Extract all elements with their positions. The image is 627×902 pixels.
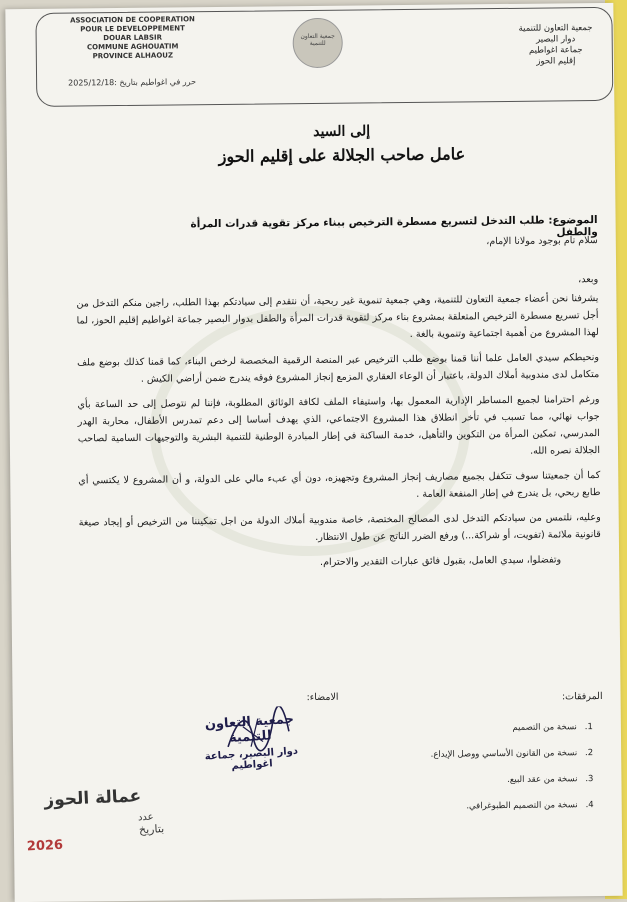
letter-page [5, 3, 622, 902]
association-logo [292, 18, 343, 69]
letter-date: حرر في اغواطيم بتاريخ :2025/12/18 [68, 77, 197, 88]
receipt-stamp-title: عمالة الحوز [43, 786, 142, 811]
recipient-line-1: إلى السيد [313, 123, 371, 140]
letter-subject: الموضوع: طلب التدخل لتسريع مسطرة الترخيص ببناء مركز تقوية قدرات المرأة والطفل [190, 214, 598, 239]
arabic-org-line: جماعة اغواطيم [528, 45, 583, 56]
arabic-org-line: إقليم الحوز [536, 56, 576, 67]
salutation: سلام تام بوجود مولانا الإمام، [486, 235, 598, 248]
receipt-stamp [12, 785, 175, 862]
body-paragraph: يشرفنا نحن أعضاء جمعية التعاون للتنمية، وهي جمعية تنموية غير ربحية، أن نتقدم إلى سيادتكم بهذا الطلب، راجين منكم التدخل من أجل تسريع مسطرة الترخيص المتعلقة بمشروع بناء مركز لتقوية قدرات المرأة والطفل بدوار البصير جماعة اغواطيم إقليم الحوز، لما لهذا المشروع من أهمية اجتماعية وتنموية بالغة . [76, 293, 599, 340]
logo-text: جمعية التعاون للتنمية [300, 32, 335, 48]
french-org-line: POUR LE DEVELOPPEMENT [80, 24, 185, 34]
french-org-block [57, 15, 207, 62]
attachment-item: 3.نسخة من عقد البيع. [507, 774, 594, 785]
letter-body [76, 271, 601, 581]
attachment-item: 2.نسخة من القانون الأساسي ووصل الإيداع. [430, 748, 594, 760]
handwritten-signature [223, 706, 294, 757]
body-paragraph: ونحيطكم سيدي العامل علما أننا قمنا بوضع طلب الترخيص عبر المنصة الرقمية المخصصة لرخص البناء، كما قمنا كذلك بوضع ملف متكامل لدى مندوبية أملاك الدولة، باعتبار أن الوعاء العقاري المزمع إنجاز المشروع فوقه يندرج ضمن أراضي الكيش . [76, 352, 600, 385]
arabic-org-line: جمعية التعاون للتنمية [518, 23, 593, 34]
body-paragraph: كما أن جمعيتنا سوف تتكفل بجميع مصاريف إنجاز المشروع وتجهيزه، دون أي عبء مالي على الدولة، و أن المشروع لا يكتسي أي طابع ربحي، بل يندرج في إطار المنفعة العامة . [78, 470, 601, 500]
body-paragraph: وعليه، نلتمس من سيادتكم التدخل لدى المصالح المختصة، خاصة مندوبية أملاك الدولة من اجل تمكيننا من الترخيص أو إيجاد صيغة قانونية ملائمة (تفويت، أو شراكة...) ورفع الضرر الناتج عن طول الانتظار. [78, 512, 601, 543]
body-paragraph: ورغم احترامنا لجميع المساطر الإدارية المعمول بها، واستيفاء الملف لكافة الوثائق المطلوبة، فإننا لم نتوصل إلى حد الساعة بأي جواب نهائي، مما تسبب في تأخر انطلاق هذا المشروع الاجتماعي، الذي يهدف أساسا إلى دعم تمدرس الأطفال، محاربة الهدر المدرسي، تمكين المرأة من التكوين والتأهيل، خدمة الساكنة في إطار المبادرة الوطنية للتنمية البشرية والتوجيهات السامية لصاحب الجلالة نصره الله. [77, 394, 601, 457]
attachment-item: 4.نسخة من التصميم الطبوغرافي. [466, 800, 594, 812]
attachments-list [373, 721, 594, 827]
body-opening: وبعد، [578, 274, 599, 286]
french-org-line: DOUAR LABSIR [103, 33, 163, 43]
closing-paragraph: وتفضلوا، سيدي العامل، بقبول فائق عبارات التقدير والاحترام. [319, 554, 562, 568]
stamp-line-1: جمعية التعاون للتنمية [204, 711, 295, 747]
receipt-year: 2026 [26, 837, 64, 855]
receipt-date-label: بتاريخ [138, 822, 165, 837]
attachment-item: 1.نسخة من التصميم [512, 722, 593, 733]
arabic-org-block [506, 23, 606, 68]
french-org-line: COMMUNE AGHOUATIM [86, 42, 179, 52]
arabic-org-line: دوار البصير [536, 34, 576, 45]
attachments-title: المرفقات: [561, 690, 603, 703]
signature-label: الامضاء: [306, 691, 339, 704]
receipt-number-label: عدد [137, 811, 154, 824]
stamp-line-2: دوار البصير، جماعة اغواطيم [204, 745, 299, 772]
french-org-line: PROVINCE ALHAOUZ [92, 51, 174, 61]
recipient-line-2: عامل صاحب الجلالة على إقليم الحوز [218, 144, 466, 166]
french-org-line: ASSOCIATION DE COOPERATION [70, 15, 195, 25]
